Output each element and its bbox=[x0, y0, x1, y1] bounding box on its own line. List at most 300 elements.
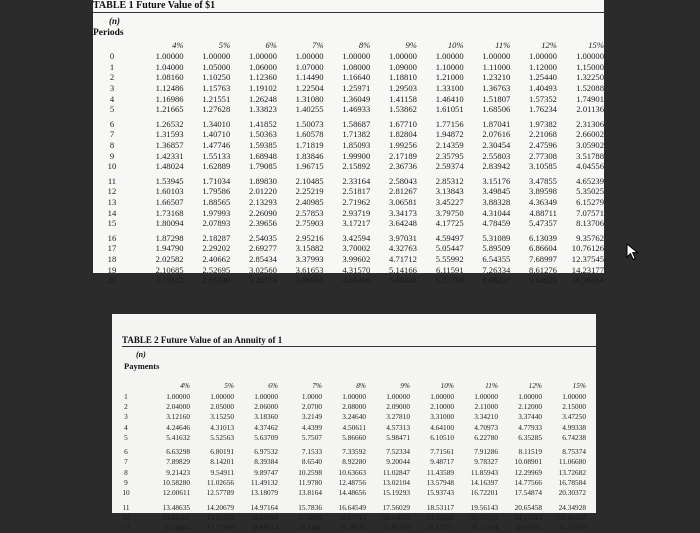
table-cell: 1.97993 bbox=[202, 207, 231, 218]
table-row bbox=[93, 197, 604, 208]
table-cell: 4.17725 bbox=[435, 218, 464, 229]
table-cell: 9.78327 bbox=[474, 457, 498, 467]
table-cell: 1.00000 bbox=[295, 51, 324, 62]
table-cell: 1.14490 bbox=[295, 72, 324, 83]
column-header: 7% bbox=[312, 381, 322, 390]
table-cell: 2.47596 bbox=[529, 140, 557, 151]
table-cell: 2.14359 bbox=[435, 140, 464, 151]
table-cell: 5.60441 bbox=[389, 275, 417, 286]
table-cell: 5.7507 bbox=[301, 432, 322, 442]
table-cell: 2.0700 bbox=[301, 401, 322, 411]
table-cell: 12.48756 bbox=[338, 478, 366, 488]
table-cell: 1.00000 bbox=[155, 51, 184, 62]
table-cell: 1.00000 bbox=[342, 51, 371, 62]
table-row bbox=[112, 512, 586, 522]
table-cell: 1.71382 bbox=[342, 129, 371, 140]
table1-title: TABLE 1 Future Value of $1 bbox=[93, 0, 216, 11]
table1-page bbox=[93, 0, 604, 286]
table-cell: 1.00000 bbox=[576, 51, 604, 62]
table-cell: 2.35795 bbox=[435, 150, 464, 161]
table-cell: 4.04556 bbox=[576, 161, 604, 172]
table-row bbox=[93, 254, 604, 265]
column-header: 11% bbox=[485, 381, 498, 390]
table-cell: 1.76234 bbox=[529, 104, 557, 115]
table-cell: 9.48717 bbox=[430, 457, 454, 467]
table-row bbox=[93, 62, 604, 73]
table-cell: 6.22780 bbox=[474, 432, 498, 442]
column-header: 8% bbox=[356, 381, 366, 390]
table-cell: 2.07893 bbox=[202, 218, 231, 229]
table-cell: 10.76126 bbox=[571, 243, 604, 254]
table-cell: 14.77566 bbox=[514, 478, 542, 488]
table-cell: 15.02581 bbox=[162, 512, 190, 522]
table-cell: 2.07616 bbox=[482, 129, 511, 140]
table-cell: 2.83942 bbox=[482, 161, 511, 172]
table-cell: 2.06000 bbox=[254, 401, 278, 411]
table-cell: 5.05447 bbox=[435, 243, 464, 254]
row-number: 13 bbox=[107, 197, 117, 208]
table-cell: 1.40255 bbox=[295, 104, 324, 115]
table-cell: 1.12486 bbox=[155, 83, 184, 94]
table-cell: 5.52563 bbox=[210, 432, 234, 442]
table-cell: 14.20679 bbox=[206, 502, 234, 512]
table-cell: 2.81267 bbox=[389, 186, 417, 197]
table-cell: 20.14072 bbox=[382, 512, 410, 522]
row-number: 1 bbox=[124, 391, 128, 401]
table2-page bbox=[112, 314, 596, 533]
table-cell: 11.43589 bbox=[426, 467, 454, 477]
table-cell: 1.34010 bbox=[202, 118, 231, 129]
table-cell: 9.20044 bbox=[386, 457, 410, 467]
table2-grid bbox=[112, 380, 586, 533]
table-row bbox=[112, 488, 586, 498]
row-number: 14 bbox=[107, 207, 117, 218]
table-row bbox=[93, 51, 604, 62]
table-cell: 1.94790 bbox=[155, 243, 184, 254]
column-header: 10% bbox=[440, 381, 454, 390]
column-header: 5% bbox=[224, 381, 234, 390]
table-cell: 17.54874 bbox=[514, 488, 542, 498]
column-header: 6% bbox=[268, 381, 278, 390]
table-cell: 1.62889 bbox=[202, 161, 231, 172]
column-header: 5% bbox=[218, 40, 231, 50]
table-cell: 3.12160 bbox=[166, 412, 190, 422]
table-cell: 1.33100 bbox=[435, 83, 464, 94]
table-cell: 4.78459 bbox=[482, 218, 511, 229]
table-cell: 1.51807 bbox=[482, 93, 511, 104]
table-cell: 4.59497 bbox=[435, 232, 464, 243]
table-cell: 5.31089 bbox=[482, 232, 511, 243]
column-header: 12% bbox=[541, 40, 557, 50]
table-cell: 6.72750 bbox=[435, 275, 464, 286]
table-cell: 3.24640 bbox=[342, 412, 366, 422]
table-cell: 5.47357 bbox=[529, 218, 557, 229]
table-cell: 1.00000 bbox=[474, 391, 498, 401]
table-cell: 1.00000 bbox=[342, 391, 366, 401]
table-cell: 8.14201 bbox=[210, 457, 234, 467]
table-cell: 3.47855 bbox=[529, 175, 557, 186]
table-cell: 2.17189 bbox=[389, 150, 417, 161]
table-cell: 2.77308 bbox=[529, 150, 557, 161]
table-cell: 8.75374 bbox=[562, 447, 586, 457]
table-cell: 15.7836 bbox=[298, 502, 322, 512]
table-cell: 3.45227 bbox=[435, 197, 464, 208]
table-cell: 1.71034 bbox=[202, 175, 231, 186]
table-cell: 9.89747 bbox=[254, 467, 278, 477]
table-cell: 2.02582 bbox=[155, 253, 184, 264]
table-cell: 5.41632 bbox=[166, 432, 190, 442]
table2-row-label: Payments bbox=[124, 361, 160, 371]
table-cell: 3.18360 bbox=[254, 412, 278, 422]
table-cell: 1.77156 bbox=[435, 118, 464, 129]
row-number: 2 bbox=[109, 72, 115, 83]
table-cell: 4.32763 bbox=[389, 243, 417, 254]
table-cell: 8.92280 bbox=[342, 457, 366, 467]
table-cell: 2.21068 bbox=[529, 129, 557, 140]
table-cell: 12.00611 bbox=[162, 488, 190, 498]
table-cell: 2.10685 bbox=[155, 264, 184, 275]
table-cell: 1.36763 bbox=[482, 83, 511, 94]
table-cell: 3.13843 bbox=[435, 186, 464, 197]
table-cell: 3.79750 bbox=[435, 207, 464, 218]
table-cell: 2.15000 bbox=[562, 401, 586, 411]
table-row bbox=[93, 129, 604, 140]
table-cell: 28.02911 bbox=[514, 523, 542, 533]
table-cell: 13.48635 bbox=[162, 502, 190, 512]
table-cell: 3.06581 bbox=[389, 197, 417, 208]
table-row bbox=[112, 401, 586, 411]
table-cell: 2.54035 bbox=[249, 232, 277, 243]
table-cell: 1.41158 bbox=[389, 93, 417, 104]
table-cell: 11.02656 bbox=[206, 478, 234, 488]
row-number: 6 bbox=[109, 118, 115, 129]
table-cell: 12.37545 bbox=[571, 253, 604, 264]
table-cell: 2.05000 bbox=[210, 401, 234, 411]
table-cell: 7.89829 bbox=[166, 457, 190, 467]
column-header: 7% bbox=[312, 40, 324, 50]
table-cell: 20.30372 bbox=[558, 488, 586, 498]
table-cell: 24.34928 bbox=[558, 502, 586, 512]
table-cell: 1.68948 bbox=[249, 150, 277, 161]
table-cell: 10.2598 bbox=[298, 467, 322, 477]
table-cell: 4.66096 bbox=[342, 275, 371, 286]
column-header: 4% bbox=[180, 381, 190, 390]
table-cell: 14.16397 bbox=[470, 478, 498, 488]
table-cell: 22.71319 bbox=[470, 512, 498, 522]
table-cell: 2.19112 bbox=[155, 275, 184, 286]
table-cell: 14.97164 bbox=[250, 502, 278, 512]
table-cell: 2.25219 bbox=[295, 186, 324, 197]
table-cell: 2.13293 bbox=[249, 197, 277, 208]
table-cell: 2.93719 bbox=[342, 207, 371, 218]
table-cell: 4.65239 bbox=[576, 175, 604, 186]
table-cell: 1.80094 bbox=[155, 218, 184, 229]
table1-body bbox=[93, 51, 604, 285]
table-cell: 3.99602 bbox=[342, 253, 371, 264]
table-cell: 1.15763 bbox=[202, 83, 231, 94]
row-number: 3 bbox=[109, 83, 115, 94]
table-cell: 1.04000 bbox=[155, 61, 184, 72]
table-cell: 2.08000 bbox=[342, 401, 366, 411]
row-number: 2 bbox=[124, 401, 128, 411]
row-number: 18 bbox=[107, 253, 117, 264]
table-cell: 2.40985 bbox=[295, 197, 324, 208]
row-number: 11 bbox=[107, 175, 117, 186]
table-cell: 1.87041 bbox=[482, 118, 511, 129]
table-cell: 1.66507 bbox=[155, 197, 184, 208]
table-cell: 7.68997 bbox=[529, 253, 557, 264]
table-cell: 1.32250 bbox=[576, 72, 604, 83]
table-cell: 1.94872 bbox=[435, 129, 464, 140]
table-cell: 6.80191 bbox=[210, 447, 234, 457]
table-cell: 3.10585 bbox=[529, 161, 557, 172]
table-cell: 19.56143 bbox=[470, 502, 498, 512]
table-cell: 1.33823 bbox=[249, 104, 277, 115]
table-cell: 2.95216 bbox=[295, 232, 324, 243]
table-cell: 7.33592 bbox=[342, 447, 366, 457]
table-cell: 15.19293 bbox=[382, 488, 410, 498]
table-cell: 1.06000 bbox=[249, 61, 277, 72]
table-row bbox=[93, 140, 604, 151]
table1-header-row bbox=[93, 39, 604, 51]
table-cell: 3.49845 bbox=[482, 186, 511, 197]
table-cell: 2.01220 bbox=[249, 186, 277, 197]
table-cell: 1.82804 bbox=[389, 129, 417, 140]
row-number: 8 bbox=[109, 140, 115, 151]
table-cell: 13.72682 bbox=[558, 467, 586, 477]
table-cell: 1.00000 bbox=[430, 391, 454, 401]
table1-row-label: Periods bbox=[93, 28, 124, 38]
table-cell: 3.88328 bbox=[482, 197, 511, 208]
table-cell: 1.87298 bbox=[155, 232, 184, 243]
table-row bbox=[112, 442, 586, 456]
table-cell: 3.70002 bbox=[342, 243, 371, 254]
table-cell: 1.00000 bbox=[166, 391, 190, 401]
table-cell: 16.36654 bbox=[571, 275, 604, 286]
table-cell: 1.59385 bbox=[249, 140, 277, 151]
table-cell: 6.86604 bbox=[529, 243, 557, 254]
row-number: 7 bbox=[109, 129, 115, 140]
table-cell: 1.00000 bbox=[202, 51, 231, 62]
table-cell: 1.36049 bbox=[342, 93, 371, 104]
table-cell: 4.31013 bbox=[210, 422, 234, 432]
table-cell: 1.40493 bbox=[529, 83, 557, 94]
table-cell: 2.58043 bbox=[389, 175, 417, 186]
table-row bbox=[93, 218, 604, 229]
table-cell: 1.16640 bbox=[342, 72, 371, 83]
row-number: 16 bbox=[107, 232, 117, 243]
table-row bbox=[93, 229, 604, 244]
table2-title: TABLE 2 Future Value of an Annuity of 1 bbox=[122, 335, 283, 345]
table-cell: 1.31080 bbox=[295, 93, 324, 104]
table-cell: 1.26248 bbox=[249, 93, 277, 104]
table-row bbox=[93, 93, 604, 104]
table-cell: 6.13039 bbox=[529, 232, 557, 243]
table-row bbox=[93, 207, 604, 218]
table-cell: 2.75903 bbox=[295, 218, 324, 229]
table-cell: 1.23210 bbox=[482, 72, 511, 83]
table-cell: 5.63709 bbox=[254, 432, 278, 442]
table-cell: 2.30454 bbox=[482, 140, 511, 151]
row-number: 12 bbox=[107, 186, 117, 197]
row-number: 9 bbox=[124, 478, 128, 488]
table-cell: 1.00000 bbox=[389, 51, 417, 62]
table-cell: 1.21551 bbox=[202, 93, 231, 104]
row-number: 4 bbox=[109, 93, 115, 104]
table-cell: 3.37440 bbox=[518, 412, 542, 422]
row-number: 7 bbox=[124, 457, 128, 467]
table-cell: 1.83846 bbox=[295, 150, 324, 161]
table-row bbox=[112, 498, 586, 512]
table-cell: 10.58280 bbox=[162, 478, 190, 488]
table-cell: 1.73168 bbox=[155, 207, 184, 218]
table-cell: 1.22504 bbox=[295, 83, 324, 94]
table-cell: 24.52271 bbox=[426, 523, 454, 533]
table-row bbox=[112, 477, 586, 487]
table-cell: 6.11591 bbox=[436, 264, 464, 275]
table-cell: 2.52695 bbox=[202, 264, 231, 275]
table-cell: 29.00167 bbox=[558, 512, 586, 522]
table-cell: 3.86968 bbox=[295, 275, 324, 286]
table-cell: 1.46410 bbox=[435, 93, 464, 104]
column-header: 11% bbox=[495, 40, 511, 50]
table-cell: 17.56029 bbox=[382, 502, 410, 512]
table-cell: 2.11000 bbox=[474, 401, 498, 411]
table-cell: 2.55803 bbox=[482, 150, 511, 161]
table-cell: 1.61051 bbox=[435, 104, 464, 115]
table-cell: 3.05902 bbox=[576, 140, 604, 151]
table-cell: 1.26532 bbox=[155, 118, 184, 129]
table-cell: 15.93743 bbox=[426, 488, 454, 498]
table-cell: 2.39656 bbox=[249, 218, 277, 229]
table-cell: 2.40662 bbox=[202, 253, 231, 264]
table-cell: 3.51788 bbox=[576, 150, 604, 161]
table2-body bbox=[112, 391, 586, 533]
table-cell: 1.53862 bbox=[389, 104, 417, 115]
table-cell: 1.15000 bbox=[576, 61, 604, 72]
column-header: 9% bbox=[405, 40, 417, 50]
table-cell: 11.9780 bbox=[298, 478, 322, 488]
table-cell: 17.71298 bbox=[206, 523, 234, 533]
table-cell: 8.61276 bbox=[529, 264, 557, 275]
column-header: 12% bbox=[528, 381, 542, 390]
table-cell: 9.54911 bbox=[210, 467, 234, 477]
table-row bbox=[93, 264, 604, 275]
table-cell: 15.91713 bbox=[206, 512, 234, 522]
table-row bbox=[93, 186, 604, 197]
row-label-header-spacer bbox=[112, 380, 146, 391]
table-cell: 1.09000 bbox=[389, 61, 417, 72]
table-cell: 8.06231 bbox=[482, 275, 511, 286]
table-cell: 1.40710 bbox=[202, 129, 231, 140]
table-cell: 1.00000 bbox=[562, 391, 586, 401]
table1-grid bbox=[93, 39, 604, 285]
table-cell: 11.06680 bbox=[558, 457, 586, 467]
table-cell: 7.26334 bbox=[482, 264, 511, 275]
table-row bbox=[93, 83, 604, 94]
table-cell: 7.52334 bbox=[386, 447, 410, 457]
table-cell: 1.55133 bbox=[202, 150, 231, 161]
table-cell: 8.13706 bbox=[576, 218, 604, 229]
table-cell: 18.53117 bbox=[426, 502, 454, 512]
table-cell: 1.27628 bbox=[202, 104, 231, 115]
table-cell: 2.66002 bbox=[576, 129, 604, 140]
table1-n-label: (n) bbox=[109, 16, 120, 26]
table-cell: 13.02104 bbox=[382, 478, 410, 488]
table-cell: 14.23177 bbox=[571, 264, 604, 275]
table-cell: 1.36857 bbox=[155, 140, 184, 151]
table-cell: 1.79085 bbox=[249, 161, 277, 172]
table-cell: 3.47250 bbox=[562, 412, 586, 422]
table-row bbox=[93, 172, 604, 187]
table-cell: 2.57853 bbox=[295, 207, 324, 218]
table-cell: 1.68506 bbox=[482, 104, 511, 115]
table-cell: 1.00000 bbox=[210, 391, 234, 401]
table-cell: 3.20714 bbox=[249, 275, 277, 286]
table-cell: 1.11000 bbox=[482, 61, 511, 72]
table-cell: 3.15176 bbox=[482, 175, 511, 186]
table-cell: 2.09000 bbox=[386, 401, 410, 411]
table-cell: 2.69277 bbox=[249, 243, 277, 254]
table-row bbox=[93, 72, 604, 83]
table-row bbox=[93, 243, 604, 254]
table-cell: 16.86994 bbox=[250, 512, 278, 522]
table-cell: 21.49530 bbox=[338, 523, 366, 533]
table2-header-row bbox=[112, 380, 586, 391]
table-cell: 2.29202 bbox=[202, 243, 231, 254]
row-number: 17 bbox=[107, 243, 117, 254]
table-cell: 8.39384 bbox=[254, 457, 278, 467]
table-cell: 1.18810 bbox=[389, 72, 417, 83]
table-cell: 2.71962 bbox=[342, 197, 371, 208]
row-number: 20 bbox=[107, 275, 117, 286]
table-cell: 20.1406 bbox=[298, 523, 322, 533]
table-cell: 3.97031 bbox=[389, 232, 417, 243]
table-cell: 3.15882 bbox=[295, 243, 324, 254]
table-cell: 9.64629 bbox=[529, 275, 557, 286]
table-cell: 1.88565 bbox=[202, 197, 231, 208]
table-cell: 16.62684 bbox=[162, 523, 190, 533]
table1-top-rule bbox=[93, 12, 604, 13]
table-cell: 1.53945 bbox=[155, 175, 184, 186]
table-cell: 3.02560 bbox=[249, 264, 277, 275]
row-number: 3 bbox=[124, 412, 128, 422]
table-cell: 18.88214 bbox=[250, 523, 278, 533]
table-cell: 1.08000 bbox=[342, 61, 371, 72]
table-row bbox=[112, 523, 586, 533]
table-cell: 1.10000 bbox=[435, 61, 464, 72]
table2-n-label: (n) bbox=[136, 350, 146, 359]
table-cell: 16.64549 bbox=[338, 502, 366, 512]
column-header: 10% bbox=[447, 40, 464, 50]
table-cell: 10.63663 bbox=[338, 467, 366, 477]
table-cell: 2.04000 bbox=[166, 401, 190, 411]
table-cell: 6.97532 bbox=[254, 447, 278, 457]
table-cell: 1.10250 bbox=[202, 72, 231, 83]
column-header: 15% bbox=[572, 381, 586, 390]
table-cell: 4.24646 bbox=[166, 422, 190, 432]
table-cell: 1.57352 bbox=[529, 93, 557, 104]
table-cell: 3.2149 bbox=[301, 412, 322, 422]
table-cell: 1.50363 bbox=[249, 129, 277, 140]
row-number: 8 bbox=[124, 467, 128, 477]
table-cell: 1.52088 bbox=[576, 83, 604, 94]
table-cell: 1.31593 bbox=[155, 129, 184, 140]
table-cell: 6.54355 bbox=[482, 253, 511, 264]
table-cell: 1.16986 bbox=[155, 93, 184, 104]
table-cell: 6.74238 bbox=[562, 432, 586, 442]
table-cell: 3.27810 bbox=[386, 412, 410, 422]
